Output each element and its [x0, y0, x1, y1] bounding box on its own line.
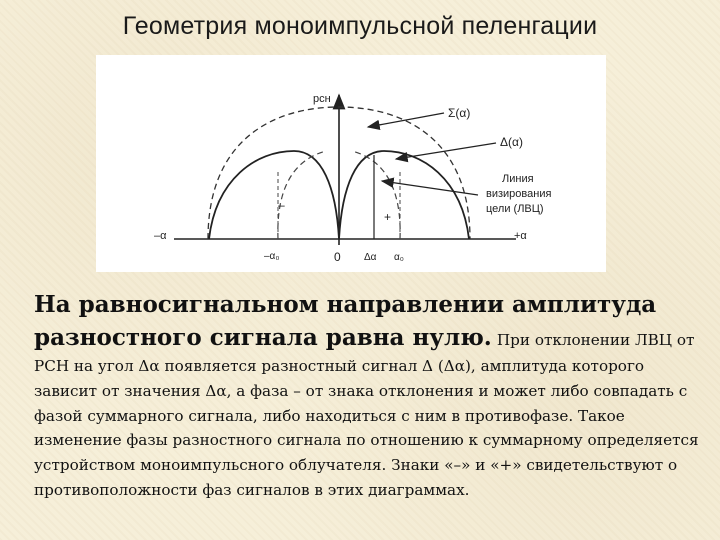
tick-alpha0: α₀ [394, 252, 404, 263]
sum-label: Σ(α) [448, 106, 471, 120]
description [34, 288, 704, 503]
lead-line-2: разностного сигнала равна нулю. [34, 324, 492, 351]
lead-line-1: На равносигнальном направлении амплитуда [34, 291, 657, 318]
tick-delta-alpha: Δα [364, 252, 377, 263]
lvc-label-line3: цели (ЛВЦ) [486, 203, 544, 215]
body-paragraph: При отклонении ЛВЦ от РСН на угол Δα появляется разностный сигнал Δ (Δα), амплитуда которого зависит от значения Δα, а фаза – от знака отклонения и может либо совпадать с фазой суммарного сигнала, либо находиться с ним в противофазе. Такое изменение фазы разностного сигнала по отношению к суммарному определяется устройством моноимпульсного облучателя. Знаки «–» и «+» свидетельствуют о противоположности фаз сигналов в этих диаграммах. [34, 331, 699, 499]
lvc-label-line1: Линия [502, 173, 534, 185]
delta-label: Δ(α) [500, 135, 523, 149]
lvc-label-line2: визирования [486, 188, 552, 200]
minus-sign: – [278, 198, 285, 212]
sum-arrow [368, 113, 444, 127]
slide-title: Геометрия моноимпульсной пеленгации [122, 12, 598, 40]
tick-minus-alpha0: –α₀ [264, 251, 280, 262]
delta-arrow [396, 143, 496, 159]
right-lobe-curve [339, 151, 469, 239]
plus-sign: + [384, 210, 392, 224]
monopulse-diagram [96, 55, 606, 272]
x-right-label: +α [514, 230, 527, 242]
left-lobe-curve [209, 151, 339, 239]
y-axis-label: pсн [313, 93, 331, 105]
x-left-label: –α [154, 230, 167, 242]
tick-zero: 0 [334, 250, 341, 264]
